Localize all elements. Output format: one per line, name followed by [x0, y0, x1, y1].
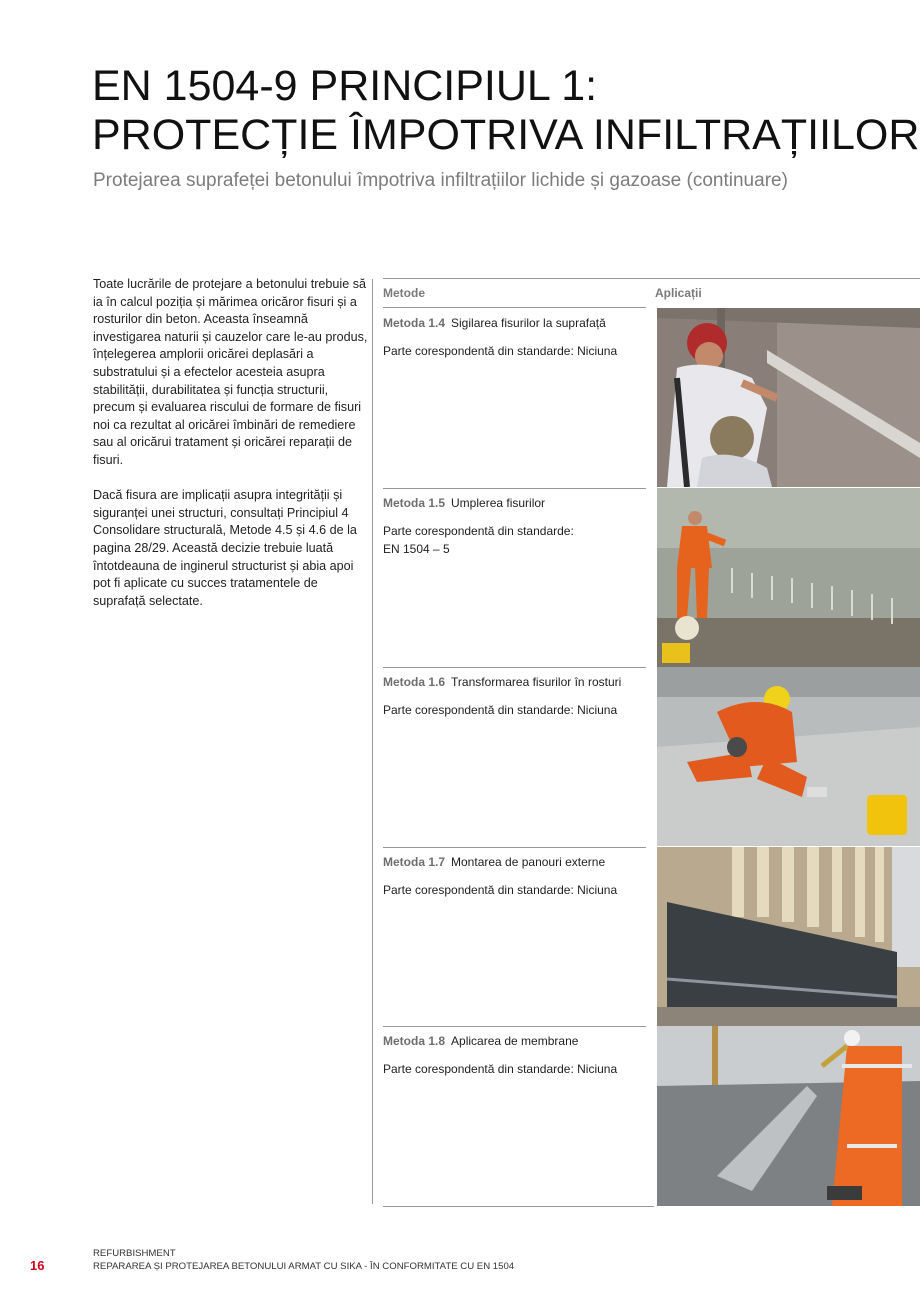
method-title: [383, 855, 605, 869]
method-name: Aplicarea de membrane: [451, 1034, 579, 1048]
photo-crack-filling: [657, 488, 920, 667]
method-number: Metoda 1.5: [383, 496, 446, 510]
standard-label: Parte corespondentă din standarde: Niciuna: [383, 344, 618, 358]
photo-crack-sealing: [657, 308, 920, 487]
page-title-line-2: PROTECȚIE ÎMPOTRIVA INFILTRAȚIILOR: [92, 111, 920, 159]
method-row-1-4: [383, 308, 646, 488]
method-row-1-7: [383, 847, 646, 1027]
table-bottom-rule: [383, 1206, 654, 1207]
row-separator: [383, 1026, 646, 1027]
photo-membrane-application: [657, 1026, 920, 1206]
method-name: Umplerea fisurilor: [451, 496, 546, 510]
footer-line-1: REFURBISHMENT: [93, 1248, 176, 1259]
method-title: [383, 496, 545, 510]
footer-line-2: REPARAREA ȘI PROTEJAREA BETONULUI ARMAT CU SIKA - ÎN CONFORMITATE CU EN 1504: [93, 1261, 515, 1272]
footer: [93, 1247, 514, 1273]
photo-crack-to-joint: [657, 667, 920, 846]
standard-label: Parte corespondentă din standarde: Niciuna: [383, 703, 618, 717]
intro-paragraph-2: Dacă fisura are implicații asupra integrității și siguranței unei structuri, consultați Principiul 4 Consolidare structurală, Metode 4.5 și 4.6 de la pagina 28/29. Această decizie trebuie luată întotdeauna de inginerul structurist și abia apoi pot fi aplicate cu succes tratamentele de suprafață selectate.: [93, 488, 357, 608]
method-name: Montarea de panouri externe: [451, 855, 606, 869]
method-number: Metoda 1.8: [383, 1034, 446, 1048]
row-separator: [383, 488, 646, 489]
standard-value: EN 1504 – 5: [383, 541, 450, 556]
column-divider: [372, 279, 373, 1204]
intro-paragraph-1: Toate lucrările de protejare a betonului trebuie să ia în calcul poziția și mărimea oricăror fisuri și a rosturilor din beton. Aceasta înseamnă investigarea naturii și cauzelor care le-au produs, înțelegerea amplorii oricărei deplasări a substratului și a efectelor acesteia asupra stabilității, durabilitatea și funcția structurii, precum și evaluarea riscului de formare de fisuri noi ca rezultat al oricărei îmbinări de remediere sau al oricărui tratament și oricărei reparații de fisuri.: [93, 277, 368, 467]
column-header-methods: Metode: [383, 286, 425, 300]
method-number: Metoda 1.4: [383, 316, 446, 330]
method-standard: [383, 1061, 646, 1079]
method-standard: [383, 523, 646, 558]
standard-label: Parte corespondentă din standarde: Niciuna: [383, 1062, 618, 1076]
method-title: [383, 316, 606, 330]
method-title: [383, 1034, 578, 1048]
method-row-1-8: [383, 1026, 646, 1206]
page-subtitle: Protejarea suprafeței betonului împotriva infiltrațiilor lichide și gazoase (continuare): [93, 170, 788, 191]
page-title-line-1: EN 1504-9 PRINCIPIUL 1:: [92, 62, 598, 110]
method-standard: [383, 343, 646, 361]
method-number: Metoda 1.7: [383, 855, 446, 869]
table-top-rule: [383, 278, 920, 279]
column-header-applications: Aplicații: [655, 286, 702, 300]
method-row-1-5: [383, 488, 646, 668]
photo-external-panels: [657, 847, 920, 1026]
row-separator: [383, 847, 646, 848]
method-standard: [383, 882, 646, 900]
method-standard: [383, 702, 646, 720]
standard-label: Parte corespondentă din standarde: Niciuna: [383, 883, 618, 897]
standard-label: Parte corespondentă din standarde:: [383, 524, 574, 538]
method-row-1-6: [383, 667, 646, 847]
intro-text: [93, 276, 368, 628]
page-title: [92, 62, 920, 160]
method-number: Metoda 1.6: [383, 675, 446, 689]
method-name: Sigilarea fisurilor la suprafață: [451, 316, 606, 330]
method-name: Transformarea fisurilor în rosturi: [451, 675, 622, 689]
page-number: 16: [30, 1258, 45, 1273]
row-separator: [383, 667, 646, 668]
method-title: [383, 675, 621, 689]
